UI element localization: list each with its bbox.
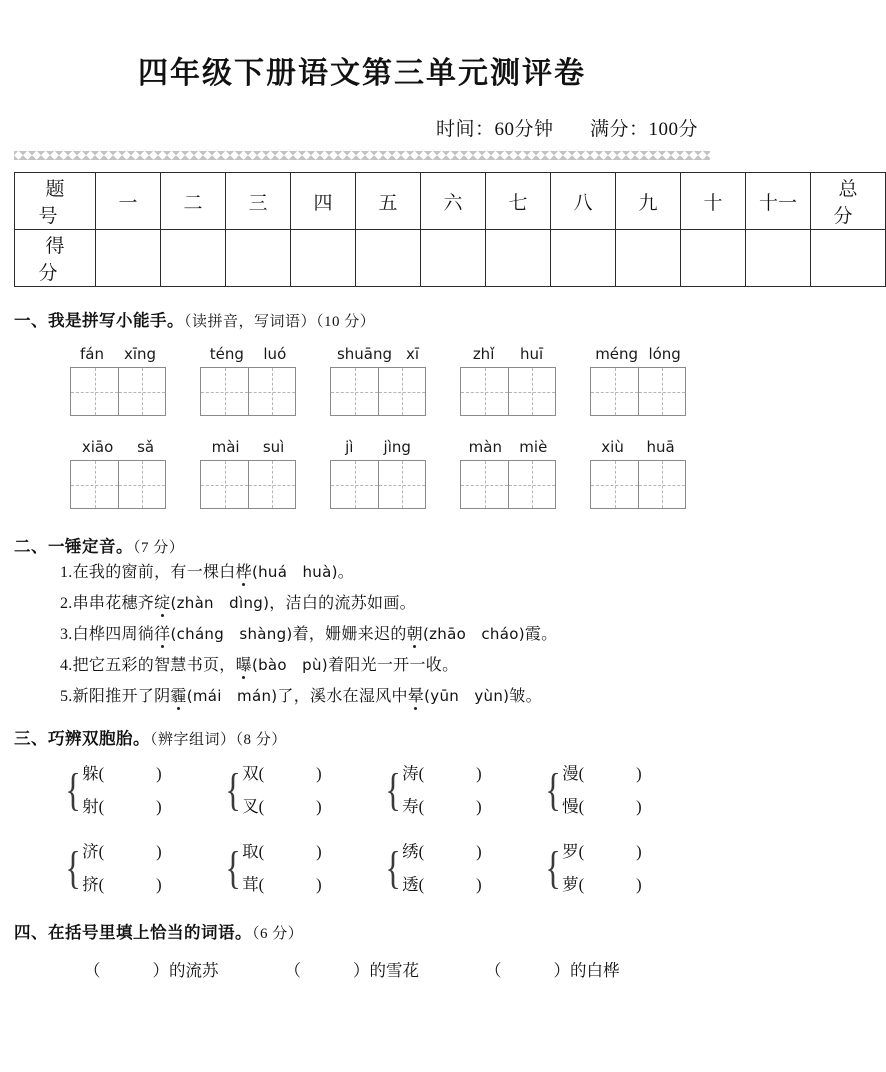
- tianzige-cell[interactable]: [118, 368, 165, 415]
- score-table-col-6: 六: [421, 173, 486, 230]
- question-text-post: 了，溪水在湿风中: [277, 688, 408, 705]
- pinyin-syllable: xī: [405, 345, 420, 363]
- brace-icon: {: [545, 764, 561, 815]
- tianzige-cell[interactable]: [118, 461, 165, 508]
- dotted-char-2: 晕: [407, 688, 425, 705]
- char-label: 射: [82, 797, 99, 816]
- fill-in-item[interactable]: （ ）的白桦: [485, 961, 620, 980]
- section-4-heading: [14, 919, 710, 943]
- char-pair: [382, 757, 542, 823]
- question-number: 2.: [60, 595, 73, 612]
- char-pair-bottom[interactable]: 寿( ): [402, 797, 482, 816]
- score-cell-8[interactable]: [551, 230, 616, 287]
- question-item: [14, 625, 710, 645]
- char-pair: [222, 757, 382, 823]
- pinyin-labels: [590, 438, 686, 456]
- pinyin-labels: [200, 438, 296, 456]
- question-text-post: 。: [337, 564, 355, 581]
- exam-total-score: 满分：100分: [589, 119, 698, 140]
- score-table-col-5: 五: [356, 173, 421, 230]
- pinyin-syllable: méng: [595, 345, 639, 363]
- char-pair-bottom[interactable]: 叉( ): [242, 797, 322, 816]
- pinyin-syllable: xīng: [123, 345, 157, 363]
- pinyin-group: [70, 345, 166, 416]
- exam-meta: [14, 114, 710, 141]
- tianzige-box[interactable]: [200, 460, 296, 509]
- fill-in-label: 的雪花: [369, 961, 419, 980]
- char-label: 取: [242, 842, 259, 861]
- score-table-col-9: 九: [616, 173, 681, 230]
- exam-time: 时间：60分钟: [435, 119, 554, 140]
- char-label: 绣: [402, 842, 419, 861]
- pinyin-choice-2[interactable]: (yūn yùn): [424, 687, 510, 705]
- char-pair-top[interactable]: 双( ): [242, 764, 322, 783]
- tianzige-cell[interactable]: [508, 368, 555, 415]
- score-table-col-11: 十一: [746, 173, 811, 230]
- char-pair-row-1: [14, 757, 710, 823]
- tianzige-cell[interactable]: [638, 461, 685, 508]
- char-label: 挤: [82, 875, 99, 894]
- zigzag-divider: [14, 151, 710, 160]
- tianzige-cell[interactable]: [638, 368, 685, 415]
- score-cell-11[interactable]: [746, 230, 811, 287]
- question-text-post-2: 霞。: [524, 626, 558, 643]
- question-text-post: 着阳光一开一收。: [327, 657, 459, 674]
- pinyin-group: [330, 345, 426, 416]
- score-cell-3[interactable]: [226, 230, 291, 287]
- score-cell-10[interactable]: [681, 230, 746, 287]
- score-table-col-4: 四: [291, 173, 356, 230]
- dotted-char: 徉: [154, 626, 171, 643]
- pinyin-row-1: [14, 345, 710, 416]
- tianzige-cell[interactable]: [71, 461, 118, 508]
- question-item: [14, 563, 710, 583]
- question-text-pre: 新阳推开了阴: [72, 688, 171, 705]
- dotted-char: 霾: [170, 688, 187, 705]
- pinyin-syllable: luó: [263, 345, 287, 363]
- char-pair: [542, 835, 702, 901]
- section-4-subtitle: （6 分）: [252, 926, 304, 942]
- pinyin-syllable: zhǐ: [472, 345, 495, 363]
- fill-in-label: 的白桦: [570, 961, 620, 980]
- question-text-pre: 在我的窗前，有一棵白: [72, 564, 236, 581]
- char-pair: [542, 757, 702, 823]
- question-item: [14, 594, 710, 614]
- brace-icon: {: [225, 842, 241, 893]
- char-pair-bottom[interactable]: 透( ): [402, 875, 482, 894]
- score-table-row-label: 题 号: [15, 173, 96, 230]
- tianzige-cell[interactable]: [331, 461, 378, 508]
- pinyin-group: [590, 345, 686, 416]
- char-pair-bottom[interactable]: 挤( ): [82, 875, 162, 894]
- char-pair-top[interactable]: 绣( ): [402, 842, 482, 861]
- tianzige-box[interactable]: [330, 460, 426, 509]
- char-label: 济: [82, 842, 99, 861]
- section-2-title: 二、一锤定音。: [14, 537, 133, 556]
- pinyin-choice[interactable]: (huá huà): [251, 563, 338, 581]
- section-1-heading: [14, 307, 710, 331]
- tianzige-box[interactable]: [460, 460, 556, 509]
- exam-page: [0, 48, 868, 1072]
- section-2-heading: [14, 533, 710, 557]
- pinyin-labels: [200, 345, 296, 363]
- char-pair-bottom[interactable]: 慢( ): [562, 797, 642, 816]
- score-table-col-10: 十: [681, 173, 746, 230]
- score-cell-7[interactable]: [486, 230, 551, 287]
- pinyin-labels: [70, 438, 166, 456]
- char-label: 寿: [402, 797, 419, 816]
- brace-icon: {: [65, 842, 81, 893]
- section-3-heading: [14, 725, 710, 749]
- pinyin-syllable: xiāo: [81, 438, 114, 456]
- char-pair-top[interactable]: 躲( ): [82, 764, 162, 783]
- pinyin-labels: [70, 345, 166, 363]
- pinyin-labels: [330, 345, 426, 363]
- pinyin-choice-2[interactable]: (zhāo cháo): [422, 625, 525, 643]
- char-pair: [62, 757, 222, 823]
- pinyin-labels: [460, 345, 556, 363]
- pinyin-labels: [330, 438, 426, 456]
- tianzige-cell[interactable]: [461, 461, 508, 508]
- fill-in-item[interactable]: （ ）的流苏: [84, 961, 219, 980]
- char-label: 萝: [562, 875, 579, 894]
- score-table-col-total: 总 分: [811, 173, 886, 230]
- pinyin-syllable: huī: [520, 345, 544, 363]
- pinyin-syllable: lóng: [648, 345, 681, 363]
- char-label: 躲: [82, 764, 99, 783]
- score-table-row-label-score: 得 分: [15, 230, 96, 287]
- pinyin-syllable: shuāng: [336, 345, 393, 363]
- char-label: 茸: [242, 875, 259, 894]
- pinyin-group: [460, 345, 556, 416]
- char-label: 罗: [562, 842, 579, 861]
- pinyin-labels: [590, 345, 686, 363]
- pinyin-syllable: miè: [519, 438, 548, 456]
- char-label: 漫: [562, 764, 579, 783]
- tianzige-cell[interactable]: [591, 461, 638, 508]
- section-3-title: 三、巧辨双胞胎。: [14, 729, 150, 748]
- score-table-col-1: 一: [96, 173, 161, 230]
- char-label: 叉: [242, 797, 259, 816]
- pinyin-group: [330, 438, 426, 509]
- pinyin-syllable: jì: [345, 438, 354, 456]
- char-pair-top[interactable]: 涛( ): [402, 764, 482, 783]
- question-text-post: 着，姗姗来迟的: [292, 626, 407, 643]
- section-1-subtitle: （读拼音，写词语）（10 分）: [184, 314, 376, 330]
- fill-in-label: 的流苏: [169, 961, 219, 980]
- question-number: 5.: [60, 688, 73, 705]
- question-number: 3.: [60, 626, 73, 643]
- char-pair-top[interactable]: 取( ): [242, 842, 322, 861]
- fill-in-row: [14, 957, 710, 981]
- tianzige-cell[interactable]: [461, 368, 508, 415]
- pinyin-choice[interactable]: (zhàn dìng): [170, 594, 270, 612]
- score-table: [14, 172, 886, 287]
- char-label: 慢: [562, 797, 579, 816]
- char-pair-bottom[interactable]: 射( ): [82, 797, 162, 816]
- question-item: [14, 656, 710, 676]
- pinyin-syllable: huā: [646, 438, 675, 456]
- pinyin-syllable: jìng: [383, 438, 411, 456]
- pinyin-syllable: xiù: [601, 438, 624, 456]
- char-pair-top[interactable]: 济( ): [82, 842, 162, 861]
- pinyin-syllable: suì: [262, 438, 285, 456]
- tianzige-cell[interactable]: [248, 461, 295, 508]
- char-pair: [382, 835, 542, 901]
- pinyin-group: [200, 345, 296, 416]
- score-cell-1[interactable]: [96, 230, 161, 287]
- pinyin-group: [200, 438, 296, 509]
- char-label: 双: [242, 764, 259, 783]
- tianzige-cell[interactable]: [508, 461, 555, 508]
- tianzige-box[interactable]: [70, 460, 166, 509]
- brace-icon: {: [65, 764, 81, 815]
- question-text-pre: 把它五彩的智慧书页，: [72, 657, 236, 674]
- char-pair-top[interactable]: 罗( ): [562, 842, 642, 861]
- score-cell-4[interactable]: [291, 230, 356, 287]
- pinyin-syllable: màn: [468, 438, 502, 456]
- dotted-char: 曝: [235, 657, 252, 674]
- char-pair: [222, 835, 382, 901]
- pinyin-row-2: [14, 438, 710, 509]
- pinyin-group: [70, 438, 166, 509]
- char-pair-bottom[interactable]: 茸( ): [242, 875, 322, 894]
- tianzige-cell[interactable]: [378, 461, 425, 508]
- tianzige-cell[interactable]: [378, 368, 425, 415]
- tianzige-box[interactable]: [590, 367, 686, 416]
- pinyin-syllable: mài: [211, 438, 240, 456]
- tianzige-cell[interactable]: [591, 368, 638, 415]
- brace-icon: {: [385, 764, 401, 815]
- tianzige-box[interactable]: [200, 367, 296, 416]
- pinyin-choice[interactable]: (bào pù): [251, 656, 328, 674]
- dotted-char-2: 朝: [406, 626, 423, 643]
- score-table-col-3: 三: [226, 173, 291, 230]
- tianzige-box[interactable]: [70, 367, 166, 416]
- score-cell-2[interactable]: [161, 230, 226, 287]
- char-pair-top[interactable]: 漫( ): [562, 764, 642, 783]
- fill-in-item[interactable]: （ ）的雪花: [284, 961, 419, 980]
- question-text-pre: 串串花穗齐: [72, 595, 155, 612]
- tianzige-box[interactable]: [460, 367, 556, 416]
- tianzige-cell[interactable]: [201, 461, 248, 508]
- tianzige-cell[interactable]: [71, 368, 118, 415]
- score-cell-total[interactable]: [811, 230, 886, 287]
- brace-icon: {: [225, 764, 241, 815]
- char-pair: [62, 835, 222, 901]
- dotted-char: 绽: [154, 595, 171, 612]
- score-table-score-row: [15, 230, 886, 287]
- section-2-question-list: [14, 563, 710, 707]
- score-cell-5[interactable]: [356, 230, 421, 287]
- tianzige-cell[interactable]: [248, 368, 295, 415]
- char-pair-bottom[interactable]: 萝( ): [562, 875, 642, 894]
- question-item: [14, 687, 710, 707]
- tianzige-box[interactable]: [590, 460, 686, 509]
- section-2-subtitle: （7 分）: [133, 540, 185, 556]
- tianzige-cell[interactable]: [201, 368, 248, 415]
- question-text-post-2: 皱。: [509, 688, 542, 705]
- question-text-post: ，洁白的流苏如画。: [269, 595, 416, 612]
- score-table-col-8: 八: [551, 173, 616, 230]
- score-table-col-7: 七: [486, 173, 551, 230]
- question-number: 1.: [60, 564, 73, 581]
- question-text-pre: 白桦四周徜: [72, 626, 155, 643]
- section-4-title: 四、在括号里填上恰当的词语。: [14, 923, 252, 942]
- score-table-header-row: [15, 173, 886, 230]
- score-cell-6[interactable]: [421, 230, 486, 287]
- score-table-col-2: 二: [161, 173, 226, 230]
- pinyin-group: [590, 438, 686, 509]
- pinyin-group: [460, 438, 556, 509]
- page-title: 四年级下册语文第三单元测评卷: [138, 56, 586, 91]
- char-label: 涛: [402, 764, 419, 783]
- dotted-char: 桦: [235, 564, 252, 581]
- brace-icon: {: [545, 842, 561, 893]
- tianzige-cell[interactable]: [331, 368, 378, 415]
- char-pair-row-2: [14, 835, 710, 901]
- char-label: 透: [402, 875, 419, 894]
- pinyin-syllable: fán: [79, 345, 104, 363]
- tianzige-box[interactable]: [330, 367, 426, 416]
- pinyin-labels: [460, 438, 556, 456]
- pinyin-syllable: sǎ: [137, 438, 155, 456]
- section-3-subtitle: （辨字组词）（8 分）: [150, 732, 287, 748]
- brace-icon: {: [385, 842, 401, 893]
- score-cell-9[interactable]: [616, 230, 681, 287]
- pinyin-choice[interactable]: (mái mán): [186, 687, 278, 705]
- pinyin-syllable: téng: [209, 345, 244, 363]
- pinyin-choice[interactable]: (cháng shàng): [170, 625, 293, 643]
- question-number: 4.: [60, 657, 73, 674]
- section-1-title: 一、我是拼写小能手。: [14, 311, 184, 330]
